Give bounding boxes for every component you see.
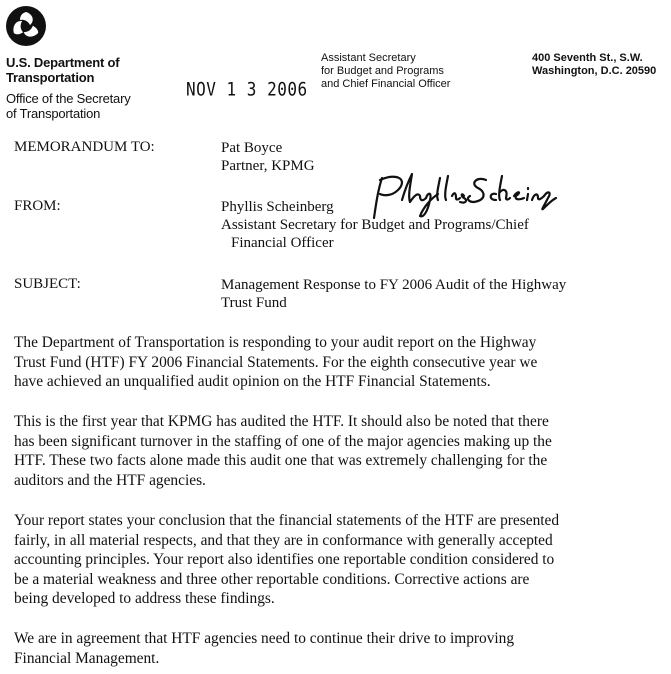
- handwritten-signature: [368, 170, 558, 222]
- assistant-line-1: Assistant Secretary: [321, 52, 416, 64]
- paragraph-line: This is the first year that KPMG has audited the HTF. It should also be noted that there: [14, 413, 549, 430]
- assistant-line-2: for Budget and Programs: [321, 65, 444, 77]
- agency-name: [6, 55, 119, 85]
- paragraph-line: accounting principles. Your report also identifies one reportable condition considered to: [14, 551, 555, 569]
- body-paragraph-3: [14, 511, 662, 609]
- assistant-line-3: and Chief Financial Officer: [321, 78, 451, 90]
- from-name: Phyllis Scheinberg: [221, 199, 334, 215]
- paragraph-line: has been significant turnover in the staffing of one of the major agencies making up the: [14, 432, 552, 450]
- memo-to-value: [221, 139, 315, 175]
- subject-line-2: Trust Fund: [221, 295, 287, 311]
- office-line-2: of Transportation: [6, 106, 101, 121]
- memo-subject-value: [221, 276, 566, 312]
- body-paragraph-2: [14, 412, 662, 490]
- paragraph-line: be a material weakness and three other reportable conditions. Corrective actions are: [14, 570, 530, 588]
- paragraph-line: The Department of Transportation is responding to your audit report on the Highway: [14, 334, 537, 351]
- to-title: Partner, KPMG: [221, 158, 315, 174]
- agency-line-1: U.S. Department of: [6, 55, 120, 70]
- paragraph-line: Financial Management.: [14, 649, 160, 667]
- memo-subject-label: SUBJECT:: [14, 276, 81, 292]
- to-name: Pat Boyce: [221, 140, 283, 156]
- body-paragraph-4: [14, 629, 662, 668]
- paragraph-line: Your report states your conclusion that the financial statements of the HTF are presented: [14, 512, 560, 529]
- paragraph-line: HTF. These two facts alone made this audit one that was extremely challenging for the: [14, 452, 548, 470]
- paragraph-line: have achieved an unqualified audit opinion on the HTF Financial Statements.: [14, 373, 491, 391]
- paragraph-line: auditors and the HTF agencies.: [14, 471, 206, 489]
- paragraph-line: fairly, in all material respects, and that they are in conformance with generally accepted: [14, 531, 553, 549]
- from-title-line-1: Assistant Secretary for Budget and Programs/Chief: [221, 217, 529, 233]
- from-title-line-2: Financial Officer: [231, 235, 334, 251]
- address-line-1: 400 Seventh St., S.W.: [532, 52, 643, 64]
- date-stamp: NOV 1 3 2006: [186, 78, 308, 100]
- agency-line-2: Transportation: [6, 70, 95, 85]
- body-paragraph-1: [14, 333, 662, 392]
- memo-from-label: FROM:: [14, 198, 61, 214]
- paragraph-line: We are in agreement that HTF agencies need to continue their drive to improving: [14, 630, 515, 647]
- paragraph-line: Trust Fund (HTF) FY 2006 Financial Statements. For the eighth consecutive year we: [14, 353, 538, 371]
- dot-logo-icon: [6, 6, 46, 46]
- memo-to-label: MEMORANDUM TO:: [14, 139, 155, 155]
- assistant-secretary-block: [321, 52, 450, 91]
- paragraph-line: being developed to address these findings.: [14, 590, 275, 608]
- office-name: [6, 91, 131, 121]
- address-block: [532, 52, 656, 78]
- subject-line-1: Management Response to FY 2006 Audit of the Highway: [221, 277, 567, 293]
- address-line-2: Washington, D.C. 20590: [532, 65, 657, 77]
- office-line-1: Office of the Secretary: [6, 91, 131, 106]
